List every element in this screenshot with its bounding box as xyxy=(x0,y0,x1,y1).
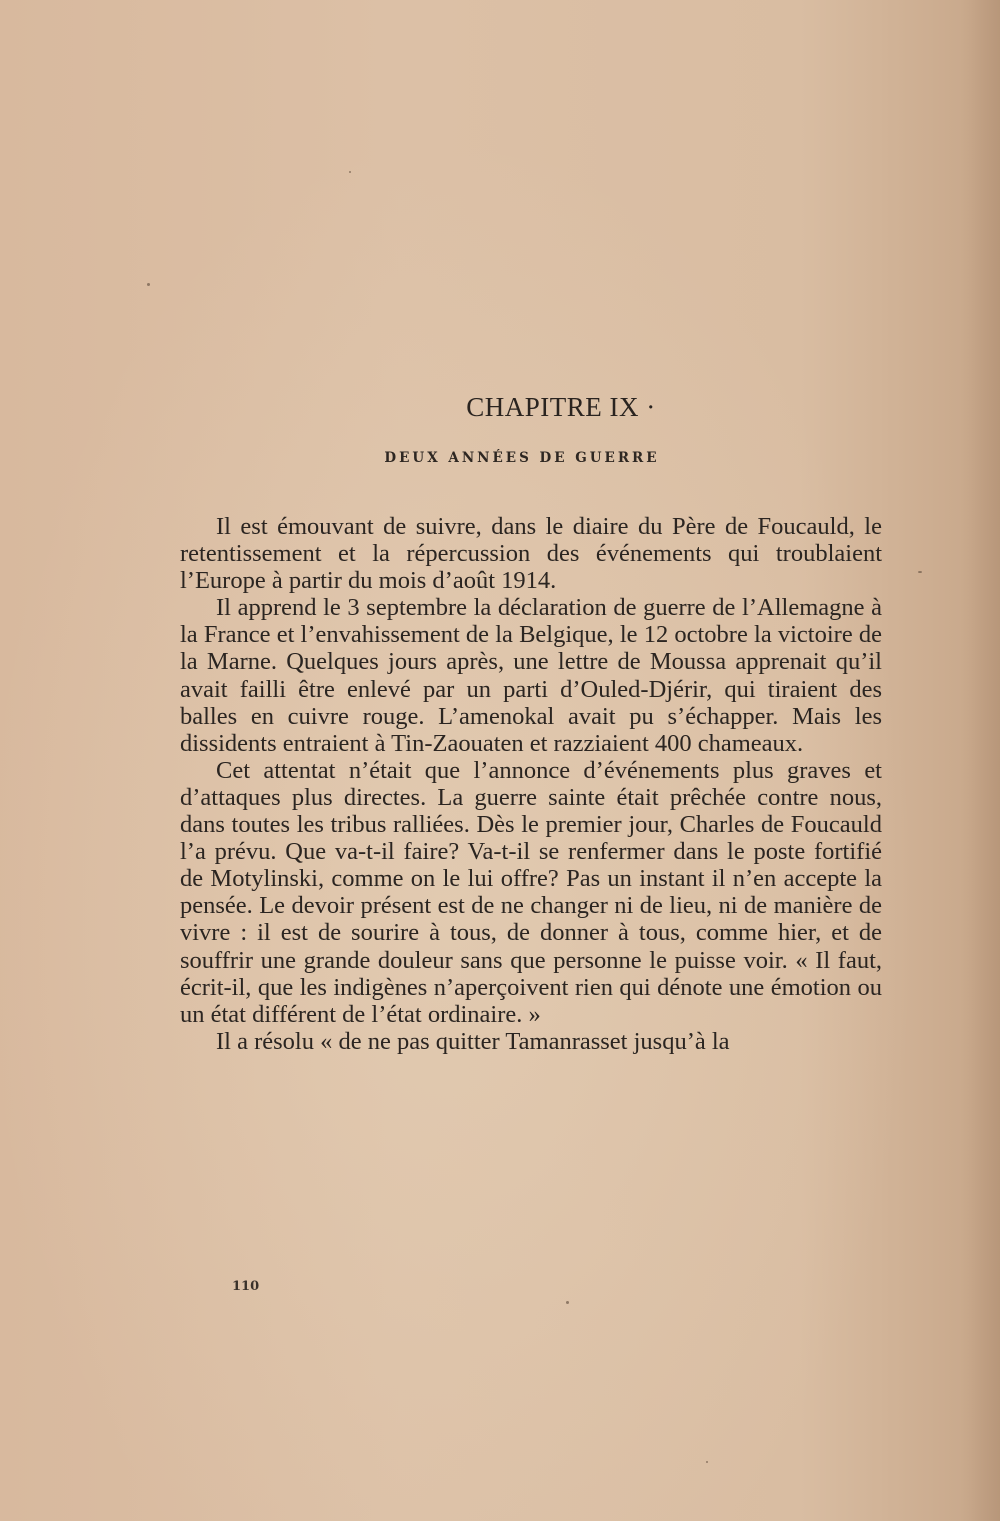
paragraph: Il apprend le 3 septembre la déclaration de guerre de l’Allemagne à la France et l’envahissement de la Belgique, le 12 octobre la victoire de la Marne. Quelques jours après, une lettre de Moussa apprenait qu’il avait failli être enlevé par un parti d’Ouled-Djérir, qui tiraient des balles en cuivre rouge. L’amenokal avait pu s’échapper. Mais les dissidents entraient à Tin-Zaouaten et razziaient 400 chameaux. xyxy=(180,594,882,757)
paper-speck xyxy=(706,1461,708,1463)
body-text xyxy=(180,513,882,1055)
paper-speck xyxy=(566,1301,569,1304)
paper-speck xyxy=(918,571,922,573)
page-edge-shadow xyxy=(960,0,1000,1521)
paragraph: Il a résolu « de ne pas quitter Tamanrasset jusqu’à la xyxy=(216,1027,730,1055)
chapter-subtitle: DEUX ANNÉES DE GUERRE xyxy=(384,450,660,466)
paragraph: Cet attentat n’était que l’annonce d’événements plus graves et d’attaques plus directes. La guerre sainte était prêchée contre nous, dans toutes les tribus ralliées. Dès le premier jour, Charles de Foucauld l’a prévu. Que va-t-il faire? Va-t-il se renfermer dans le poste fortifié de Motylinski, comme on le lui offre? Pas un instant il n’en accepte la pensée. Le devoir présent est de ne changer ni de lieu, ni de manière de vivre : il est de sourire à tous, de donner à tous, comme hier, et de souffrir une grande douleur sans que personne le puisse voir. « Il faut, écrit-il, que les indigènes n’aperçoivent rien qui dénote une émotion ou un état différent de l’état ordinaire. » xyxy=(180,756,882,1028)
paper-speck xyxy=(147,283,150,286)
page-number: 110 xyxy=(232,1279,260,1294)
paper-speck xyxy=(349,171,351,173)
paragraph: Il est émouvant de suivre, dans le diaire du Père de Foucauld, le retentissement et la répercussion des événements qui troublaient l’Europe à partir du mois d’août 1914. xyxy=(180,513,882,595)
chapter-title: CHAPITRE IX · xyxy=(466,392,656,422)
